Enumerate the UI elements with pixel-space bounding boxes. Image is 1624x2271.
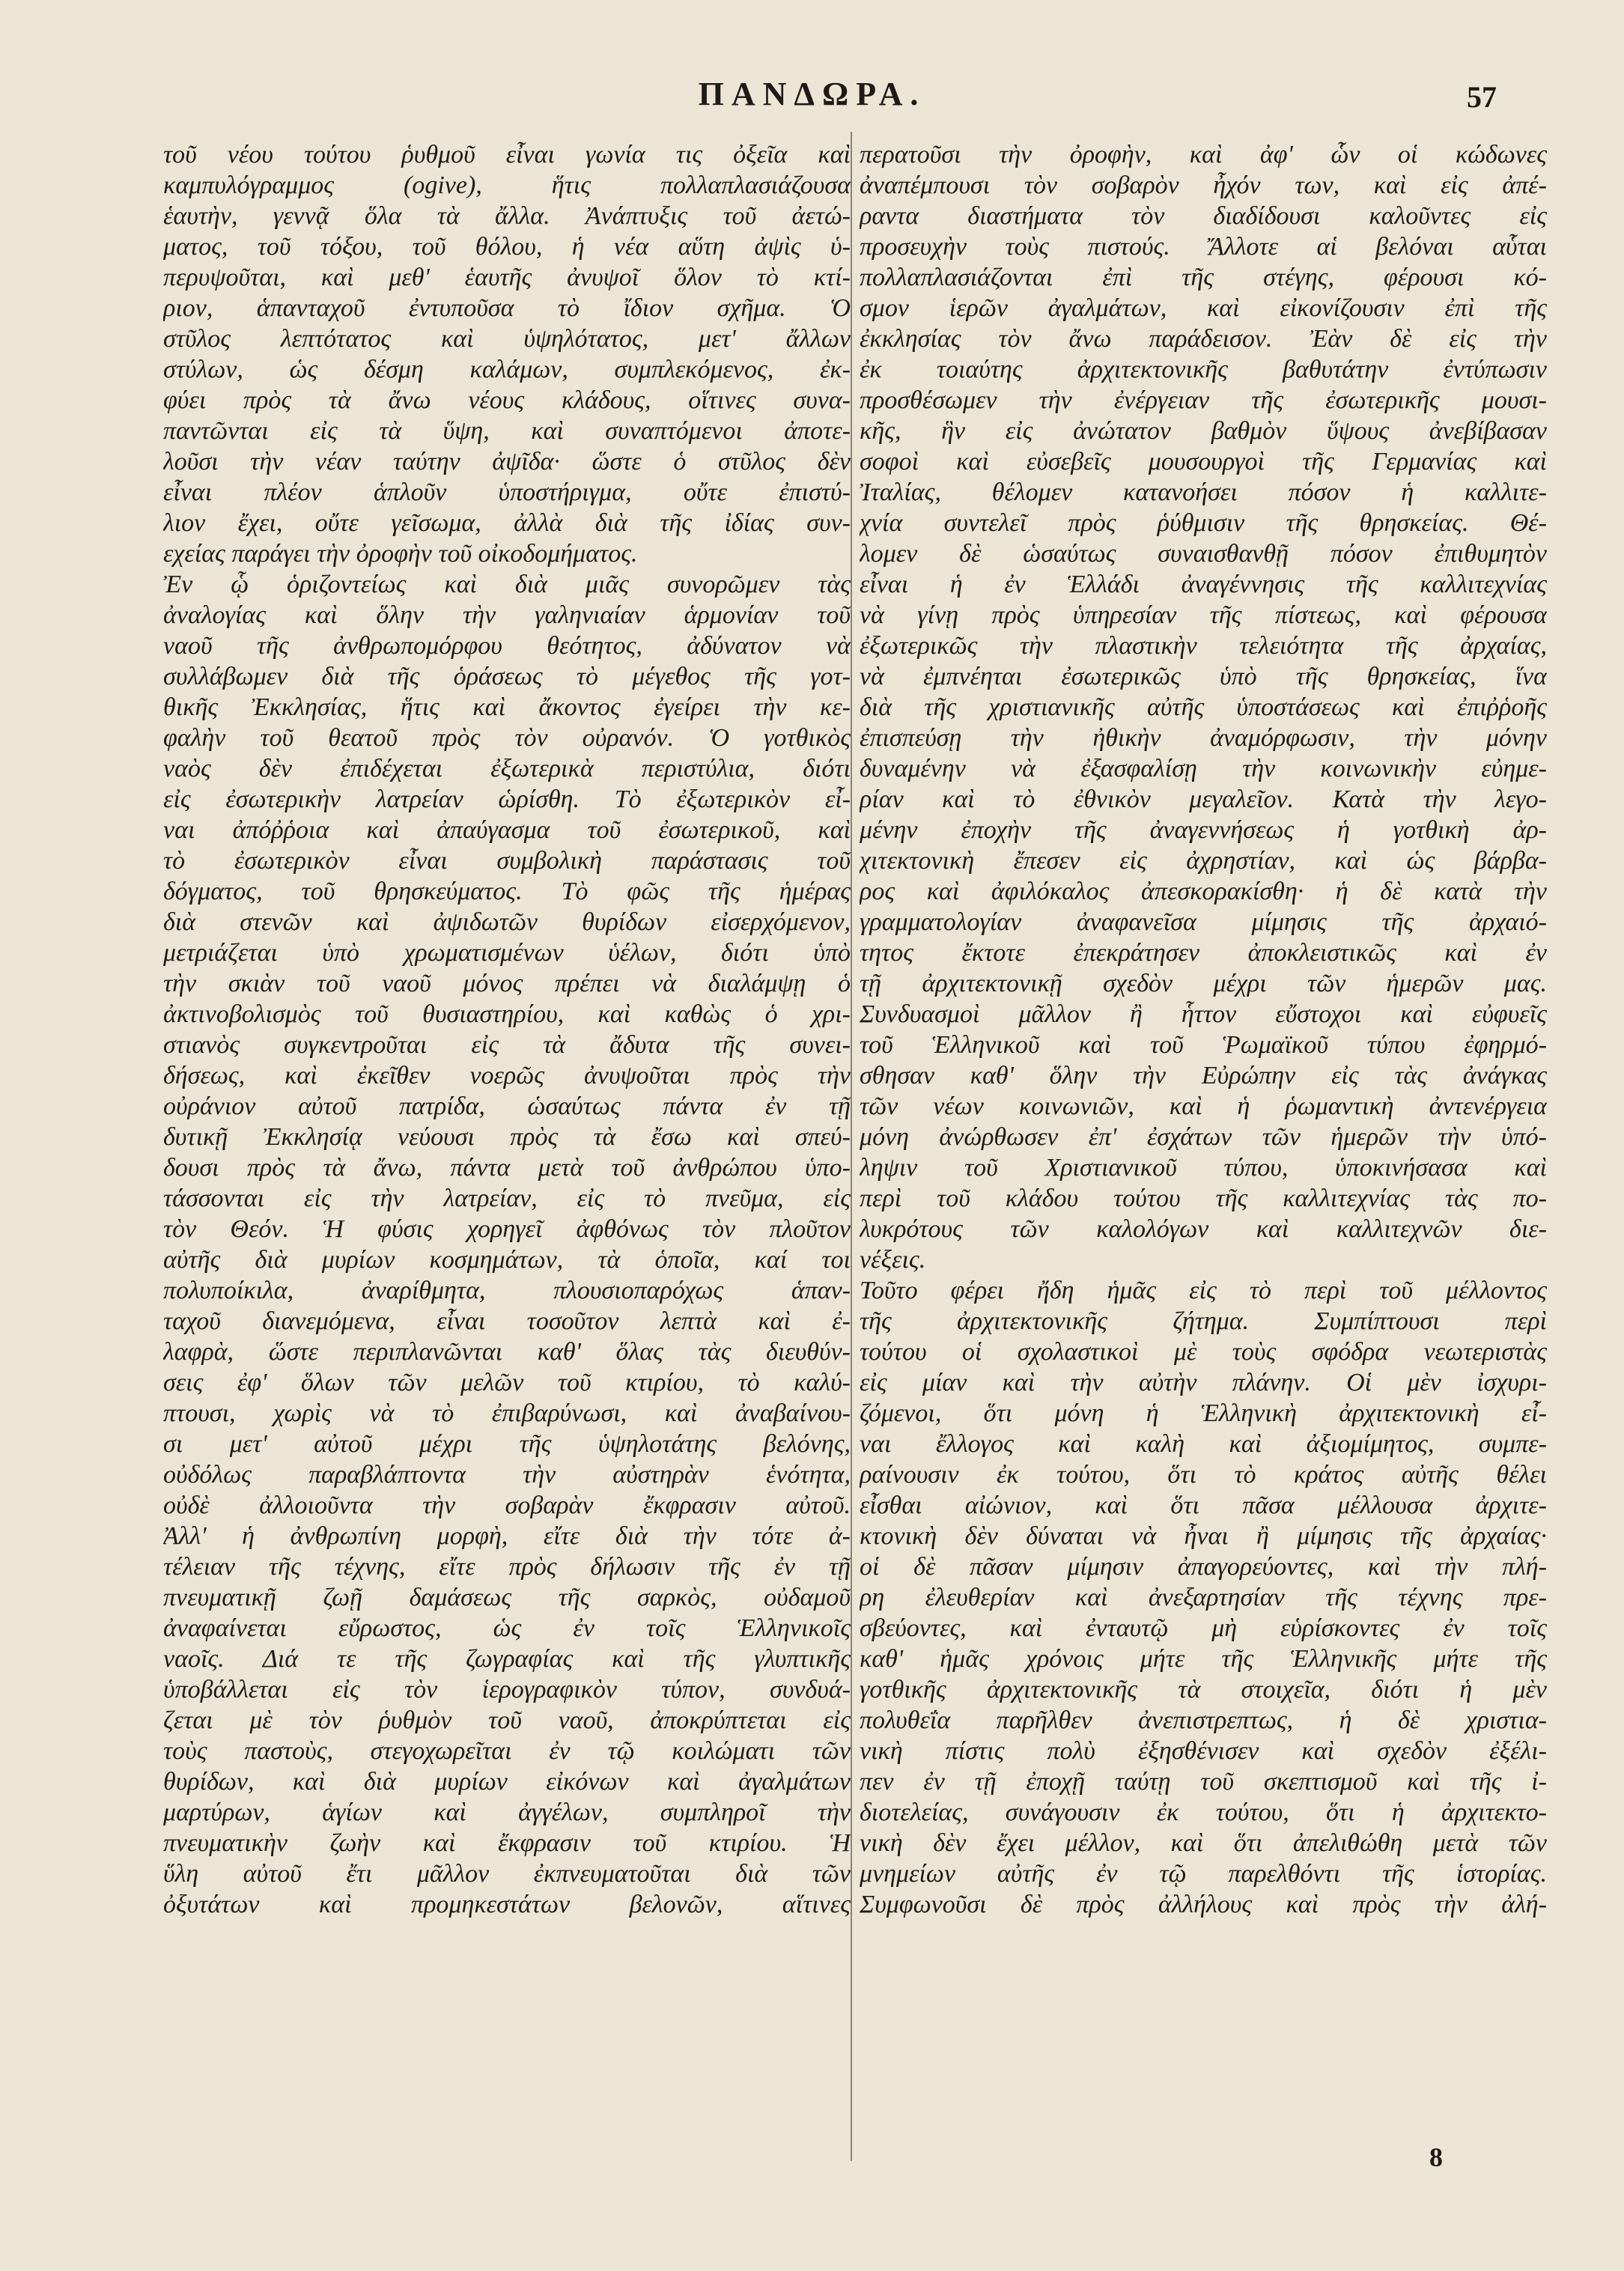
text-line: σοφοὶ καὶ εὐσεβεῖς μουσουργοὶ τῆς Γερμανίας καὶ	[860, 448, 1547, 475]
text-line: τῆς ἀρχιτεκτονικῆς ζήτημα. Συμπίπτουσι περὶ	[860, 1307, 1547, 1335]
text-line: λιον ἔχει, οὔτε γεῖσωμα, ἀλλὰ διὰ τῆς ἰδίας συν-	[163, 509, 851, 537]
text-line: αὐτῆς διὰ μυρίων κοσμημάτων, τὰ ὁποῖα, καί τοι	[163, 1246, 851, 1274]
text-line: λομεν δὲ ὡσαύτως συναισθανθῇ πόσον ἐπιθυμητὸν	[860, 540, 1547, 568]
text-line: τὸν Θεόν. Ἡ φύσις χορηγεῖ ἀφθόνως τὸν πλοῦτον	[163, 1215, 851, 1243]
text-line: μετριάζεται ὑπὸ χρωματισμένων ὑέλων, διότι ὑπὸ	[163, 939, 851, 967]
text-line: ναοῖς. Διά τε τῆς ζωγραφίας καὶ τῆς γλυπτικῆς	[163, 1645, 851, 1673]
text-line: τὸ ἐσωτερικὸν εἶναι συμβολικὴ παράστασις τοῦ	[163, 847, 851, 875]
text-line: ριον, ἁπανταχοῦ ἐντυποῦσα τὸ ἴδιον σχῆμα. Ὁ	[163, 294, 851, 322]
text-line: Ἀλλ' ἡ ἀνθρωπίνη μορφὴ, εἴτε διὰ τὴν τότε ἀ-	[163, 1522, 851, 1550]
left-column	[163, 139, 851, 1920]
text-line: παντῶνται εἰς τὰ ὕψη, καὶ συναπτόμενοι ἀποτε-	[163, 417, 851, 445]
running-title: ΠΑΝΔΩΡΑ.	[698, 76, 926, 112]
column-divider	[851, 132, 852, 2161]
text-line: σμον ἱερῶν ἀγαλμάτων, καὶ εἰκονίζουσιν ἐπὶ τῆς	[860, 294, 1547, 322]
text-line: οὐδόλως παραβλάπτοντα τὴν αὐστηρὰν ἑνότητα,	[163, 1461, 851, 1489]
text-line: πολυποίκιλα, ἀναρίθμητα, πλουσιοπαρόχως ἁπαν-	[163, 1277, 851, 1304]
text-line: Ἐν ᾧ ὁριζοντείως καὶ διὰ μιᾶς συνορῶμεν τὰς	[163, 571, 851, 598]
text-line: ματος, τοῦ τόξου, τοῦ θόλου, ἡ νέα αὕτη ἀψὶς ὑ-	[163, 233, 851, 261]
text-line: νὰ γίνῃ πρὸς ὑπηρεσίαν τῆς πίστεως, καὶ φέρουσα	[860, 601, 1547, 629]
text-line: ἐξωτερικῶς τὴν πλαστικὴν τελειότητα τῆς ἀρχαίας,	[860, 632, 1547, 660]
text-line: ἑαυτὴν, γεννᾷ ὅλα τὰ ἄλλα. Ἀνάπτυξις τοῦ ἀετώ-	[163, 202, 851, 230]
text-line: ναι ἔλλογος καὶ καλὴ καὶ ἀξιομίμητος, συμπε-	[860, 1430, 1547, 1458]
text-line: εἶναι πλέον ἁπλοῦν ὑποστήριγμα, οὔτε ἐπιστύ-	[163, 478, 851, 506]
text-line: Ἰταλίας, θέλομεν κατανοήσει πόσον ἡ καλλιτε-	[860, 478, 1547, 506]
text-line: ταχοῦ διανεμόμενα, εἶναι τοσοῦτον λεπτὰ καὶ ἐ-	[163, 1307, 851, 1335]
text-line: ραίνουσιν ἐκ τούτου, ὅτι τὸ κράτος αὐτῆς θέλει	[860, 1461, 1547, 1489]
text-line: κῆς, ἣν εἰς ἀνώτατον βαθμὸν ὕψους ἀνεβίβασαν	[860, 417, 1547, 445]
text-line: πνευματικὴν ζωὴν καὶ ἔκφρασιν τοῦ κτιρίου. Ἡ	[163, 1829, 851, 1857]
text-line: ὀξυτάτων καὶ προμηκεστάτων βελονῶν, αἵτινες	[163, 1891, 851, 1918]
text-line: εἶσθαι αἰώνιον, καὶ ὅτι πᾶσα μέλλουσα ἀρχιτε-	[860, 1492, 1547, 1519]
text-line: μένην ἐποχὴν τῆς ἀναγεννήσεως ἡ γοτθικὴ ἀρ-	[860, 816, 1547, 844]
text-line: ὕλη αὐτοῦ ἔτι μᾶλλον ἐκπνευματοῦται διὰ τῶν	[163, 1860, 851, 1888]
text-line: τῇ ἀρχιτεκτονικῇ σχεδὸν μέχρι τῶν ἡμερῶν μας.	[860, 970, 1547, 997]
text-line: πεν ἐν τῇ ἐποχῇ ταύτῃ τοῦ σκεπτισμοῦ καὶ τῆς ἰ-	[860, 1768, 1547, 1796]
text-line: Τοῦτο φέρει ἤδη ἡμᾶς εἰς τὸ περὶ τοῦ μέλλοντος	[860, 1277, 1547, 1304]
text-line: ναὸς δὲν ἐπιδέχεται ἐξωτερικὰ περιστύλια, διότι	[163, 755, 851, 782]
text-line: καμπυλόγραμμος (ogive), ἥτις πολλαπλασιάζουσα	[163, 171, 851, 199]
text-line: στιανὸς συγκεντροῦται εἰς τὰ ἄδυτα τῆς συνει-	[163, 1031, 851, 1059]
text-line: σι μετ' αὐτοῦ μέχρι τῆς ὑψηλοτάτης βελόνης,	[163, 1430, 851, 1458]
text-line: ρη ἐλευθερίαν καὶ ἀνεξαρτησίαν τῆς τέχνης πρε-	[860, 1584, 1547, 1611]
text-line: ἐπισπεύσῃ τὴν ἠθικὴν ἀναμόρφωσιν, τὴν μόνην	[860, 724, 1547, 752]
text-line: σθησαν καθ' ὅλην τὴν Εὐρώπην εἰς τὰς ἀνάγκας	[860, 1062, 1547, 1089]
text-line: χνία συντελεῖ πρὸς ῥύθμισιν τῆς θρησκείας. Θέ-	[860, 509, 1547, 537]
text-line: στῦλος λεπτότατος καὶ ὑψηλότατος, μετ' ἄλλων	[163, 325, 851, 353]
text-line: δήσεως, καὶ ἐκεῖθεν νοερῶς ἀνυψοῦται πρὸς τὴν	[163, 1062, 851, 1089]
text-line: γοτθικῆς ἀρχιτεκτονικῆς τὰ στοιχεῖα, διότι ἡ μὲν	[860, 1676, 1547, 1703]
text-line: προσθέσωμεν τὴν ἐνέργειαν τῆς ἐσωτερικῆς μουσι-	[860, 386, 1547, 414]
text-line: ἀκτινοβολισμὸς τοῦ θυσιαστηρίου, καὶ καθὼς ὁ χρι-	[163, 1000, 851, 1028]
text-line: μαρτύρων, ἁγίων καὶ ἀγγέλων, συμπληροῖ τὴν	[163, 1799, 851, 1826]
text-line: τούτου οἱ σχολαστικοὶ μὲ τοὺς σφόδρα νεωτεριστὰς	[860, 1338, 1547, 1366]
text-line: δόγματος, τοῦ θρησκεύματος. Τὸ φῶς τῆς ἡμέρας	[163, 878, 851, 905]
text-line: ἀναλογίας καὶ ὅλην τὴν γαληνιαίαν ἁρμονίαν τοῦ	[163, 601, 851, 629]
text-line: πτουσι, χωρὶς νὰ τὸ ἐπιβαρύνωσι, καὶ ἀναβαίνου-	[163, 1399, 851, 1427]
text-line: λοῦσι τὴν νέαν ταύτην ἀψῖδα· ὥστε ὁ στῦλος δὲν	[163, 448, 851, 475]
text-line: καθ' ἡμᾶς χρόνοις μήτε τῆς Ἑλληνικῆς μήτε τῆς	[860, 1645, 1547, 1673]
text-line: τάσσονται εἰς τὴν λατρείαν, εἰς τὸ πνεῦμα, εἰς	[163, 1185, 851, 1212]
text-line: τοῦ Ἑλληνικοῦ καὶ τοῦ Ῥωμαϊκοῦ τύπου ἐφηρμό-	[860, 1031, 1547, 1059]
text-line: οὐδὲ ἀλλοιοῦντα τὴν σοβαρὰν ἔκφρασιν αὐτοῦ.	[163, 1492, 851, 1519]
text-line: ληψιν τοῦ Χριστιανικοῦ τύπου, ὑποκινήσασα καὶ	[860, 1154, 1547, 1182]
page-number: 57	[1467, 80, 1497, 114]
text-line: προσευχὴν τοὺς πιστούς. Ἄλλοτε αἱ βελόναι αὗται	[860, 233, 1547, 261]
text-line: συλλάβωμεν διὰ τῆς ὁράσεως τὸ μέγεθος τῆς γοτ-	[163, 663, 851, 690]
text-line: τῶν νέων κοινωνιῶν, καὶ ἡ ῥωμαντικὴ ἀντενέργεια	[860, 1092, 1547, 1120]
text-line: Συμφωνοῦσι δὲ πρὸς ἀλλήλους καὶ πρὸς τὴν ἀλή-	[860, 1891, 1547, 1918]
text-line: πνευματικῇ ζωῇ δαμάσεως τῆς σαρκὸς, οὐδαμοῦ	[163, 1584, 851, 1611]
text-line: ἐκκλησίας τὸν ἄνω παράδεισον. Ἐὰν δὲ εἰς τὴν	[860, 325, 1547, 353]
text-line: τοῦ νέου τούτου ῥυθμοῦ εἶναι γωνία τις ὀξεῖα καὶ	[163, 141, 851, 168]
text-line: εἶναι ἡ ἐν Ἑλλάδι ἀναγέννησις τῆς καλλιτεχνίας	[860, 571, 1547, 598]
text-line: ναι ἀπόῤῥοια καὶ ἀπαύγασμα τοῦ ἐσωτερικοῦ, καὶ	[163, 816, 851, 844]
text-line: πολυθεΐα παρῆλθεν ἀνεπιστρεπτως, ἡ δὲ χριστια-	[860, 1706, 1547, 1734]
text-line: διὰ τῆς χριστιανικῆς αὐτῆς ὑποστάσεως καὶ ἐπιῤῥοῆς	[860, 693, 1547, 721]
text-line: οὐράνιον αὐτοῦ πατρίδα, ὡσαύτως πάντα ἐν τῇ	[163, 1092, 851, 1120]
text-line: θικῆς Ἐκκλησίας, ἥτις καὶ ἄκοντος ἐγείρει τὴν κε-	[163, 693, 851, 721]
text-line: τητος ἔκτοτε ἐπεκράτησεν ἀποκλειστικῶς καὶ ἐν	[860, 939, 1547, 967]
text-line: εχείας παράγει τὴν ὀροφὴν τοῦ οἰκοδομήματος.	[163, 540, 638, 568]
text-line: λαφρὰ, ὥστε περιπλανῶνται καθ' ὅλας τὰς διευθύν-	[163, 1338, 851, 1366]
text-line: οἱ δὲ πᾶσαν μίμησιν ἀπαγορεύοντες, καὶ τὴν πλή-	[860, 1553, 1547, 1581]
text-line: λυκρότους τῶν καλολόγων καὶ καλλιτεχνῶν διε-	[860, 1215, 1547, 1243]
text-line: νικὴ δὲν ἔχει μέλλον, καὶ ὅτι ἀπελιθώθη μετὰ τῶν	[860, 1829, 1547, 1857]
text-line: θυρίδων, καὶ διὰ μυρίων εἰκόνων καὶ ἀγαλμάτων	[163, 1768, 851, 1796]
text-line: ραντα διαστήματα τὸν διαδίδουσι καλοῦντες εἰς	[860, 202, 1547, 230]
text-line: ὑποβάλλεται εἰς τὸν ἱερογραφικὸν τύπον, συνδυά-	[163, 1676, 851, 1703]
text-line: δυτικῇ Ἐκκλησίᾳ νεύουσι πρὸς τὰ ἔσω καὶ σπεύ-	[163, 1123, 851, 1151]
text-line: περυψοῦται, καὶ μεθ' ἑαυτῆς ἀνυψοῖ ὅλον τὸ κτί-	[163, 264, 851, 291]
text-line: ἀναπέμπουσι τὸν σοβαρὸν ἦχόν των, καὶ εἰς ἀπέ-	[860, 171, 1547, 199]
text-line: τὴν σκιὰν τοῦ ναοῦ μόνος πρέπει νὰ διαλάμψῃ ὁ	[163, 970, 851, 997]
text-line: ζεται μὲ τὸν ῥυθμὸν τοῦ ναοῦ, ἀποκρύπτεται εἰς	[163, 1706, 851, 1734]
text-line: πολλαπλασιάζονται ἐπὶ τῆς στέγης, φέρουσι κό-	[860, 264, 1547, 291]
text-line: ρος καὶ ἀφιλόκαλος ἀπεσκορακίσθη· ἡ δὲ κατὰ τὴν	[860, 878, 1547, 905]
right-column	[860, 139, 1547, 1920]
text-line: νέξεις.	[860, 1246, 926, 1274]
text-line: ναοῦ τῆς ἀνθρωπομόρφου θεότητος, ἀδύνατον νὰ	[163, 632, 851, 660]
text-line: νικὴ πίστις πολὺ ἐξησθένισεν καὶ σχεδὸν ἐξέλι-	[860, 1737, 1547, 1765]
text-line: περατοῦσι τὴν ὀροφὴν, καὶ ἀφ' ὧν οἱ κώδωνες	[860, 141, 1547, 168]
text-line: μνημείων αὐτῆς ἐν τῷ παρελθόντι τῆς ἱστορίας.	[860, 1860, 1547, 1888]
text-line: φύει πρὸς τὰ ἄνω νέους κλάδους, οἵτινες συνα-	[163, 386, 851, 414]
text-line: δουσι πρὸς τὰ ἄνω, πάντα μετὰ τοῦ ἀνθρώπου ὑπο-	[163, 1154, 851, 1182]
text-line: ζόμενοι, ὅτι μόνη ἡ Ἑλληνικὴ ἀρχιτεκτονικὴ εἶ-	[860, 1399, 1547, 1427]
text-line: νὰ ἐμπνέηται ἐσωτερικῶς ὑπὸ τῆς θρησκείας, ἵνα	[860, 663, 1547, 690]
text-line: σεις ἐφ' ὅλων τῶν μελῶν τοῦ κτιρίου, τὸ καλύ-	[163, 1369, 851, 1396]
text-line: περὶ τοῦ κλάδου τούτου τῆς καλλιτεχνίας τὰς πο-	[860, 1185, 1547, 1212]
text-line: ἐκ τοιαύτης ἀρχιτεκτονικῆς βαθυτάτην ἐντύπωσιν	[860, 356, 1547, 383]
text-line: εἰς ἐσωτερικὴν λατρείαν ὡρίσθη. Τὸ ἐξωτερικὸν εἶ-	[163, 785, 851, 813]
text-line: ρίαν καὶ τὸ ἐθνικὸν μεγαλεῖον. Κατὰ τὴν λεγο-	[860, 785, 1547, 813]
text-line: τοὺς παστοὺς, στεγοχωρεῖται ἐν τῷ κοιλώματι τῶν	[163, 1737, 851, 1765]
text-line: μόνη ἀνώρθωσεν ἐπ' ἐσχάτων τῶν ἡμερῶν τὴν ὑπό-	[860, 1123, 1547, 1151]
text-line: Συνδυασμοὶ μᾶλλον ἢ ἧττον εὔστοχοι καὶ εὐφυεῖς	[860, 1000, 1547, 1028]
text-line: τέλειαν τῆς τέχνης, εἴτε πρὸς δήλωσιν τῆς ἐν τῇ	[163, 1553, 851, 1581]
text-line: χιτεκτονικὴ ἔπεσεν εἰς ἀχρηστίαν, καὶ ὡς βάρβα-	[860, 847, 1547, 875]
text-line: γραμματολογίαν ἀναφανεῖσα μίμησις τῆς ἀρχαιό-	[860, 908, 1547, 936]
text-line: κτονικὴ δὲν δύναται νὰ ἦναι ἢ μίμησις τῆς ἀρχαίας·	[860, 1522, 1547, 1550]
text-line: στύλων, ὡς δέσμη καλάμων, συμπλεκόμενος, ἐκ-	[163, 356, 851, 383]
text-line: φαλὴν τοῦ θεατοῦ πρὸς τὸν οὐρανόν. Ὁ γοτθικὸς	[163, 724, 851, 752]
text-line: ἀναφαίνεται εὔρωστος, ὡς ἐν τοῖς Ἑλληνικοῖς	[163, 1614, 851, 1642]
signature-mark: 8	[1429, 2142, 1443, 2172]
text-line: διοτελείας, συνάγουσιν ἐκ τούτου, ὅτι ἡ ἀρχιτεκτο-	[860, 1799, 1547, 1826]
text-line: δυναμένην νὰ ἐξασφαλίσῃ τὴν κοινωνικὴν εὐημε-	[860, 755, 1547, 782]
text-line: διὰ στενῶν καὶ ἀψιδωτῶν θυρίδων εἰσερχόμενον,	[163, 908, 851, 936]
text-line: σβεύοντες, καὶ ἐνταυτῷ μὴ εὑρίσκοντες ἐν τοῖς	[860, 1614, 1547, 1642]
text-line: εἰς μίαν καὶ τὴν αὐτὴν πλάνην. Οἱ μὲν ἰσχυρι-	[860, 1369, 1547, 1396]
